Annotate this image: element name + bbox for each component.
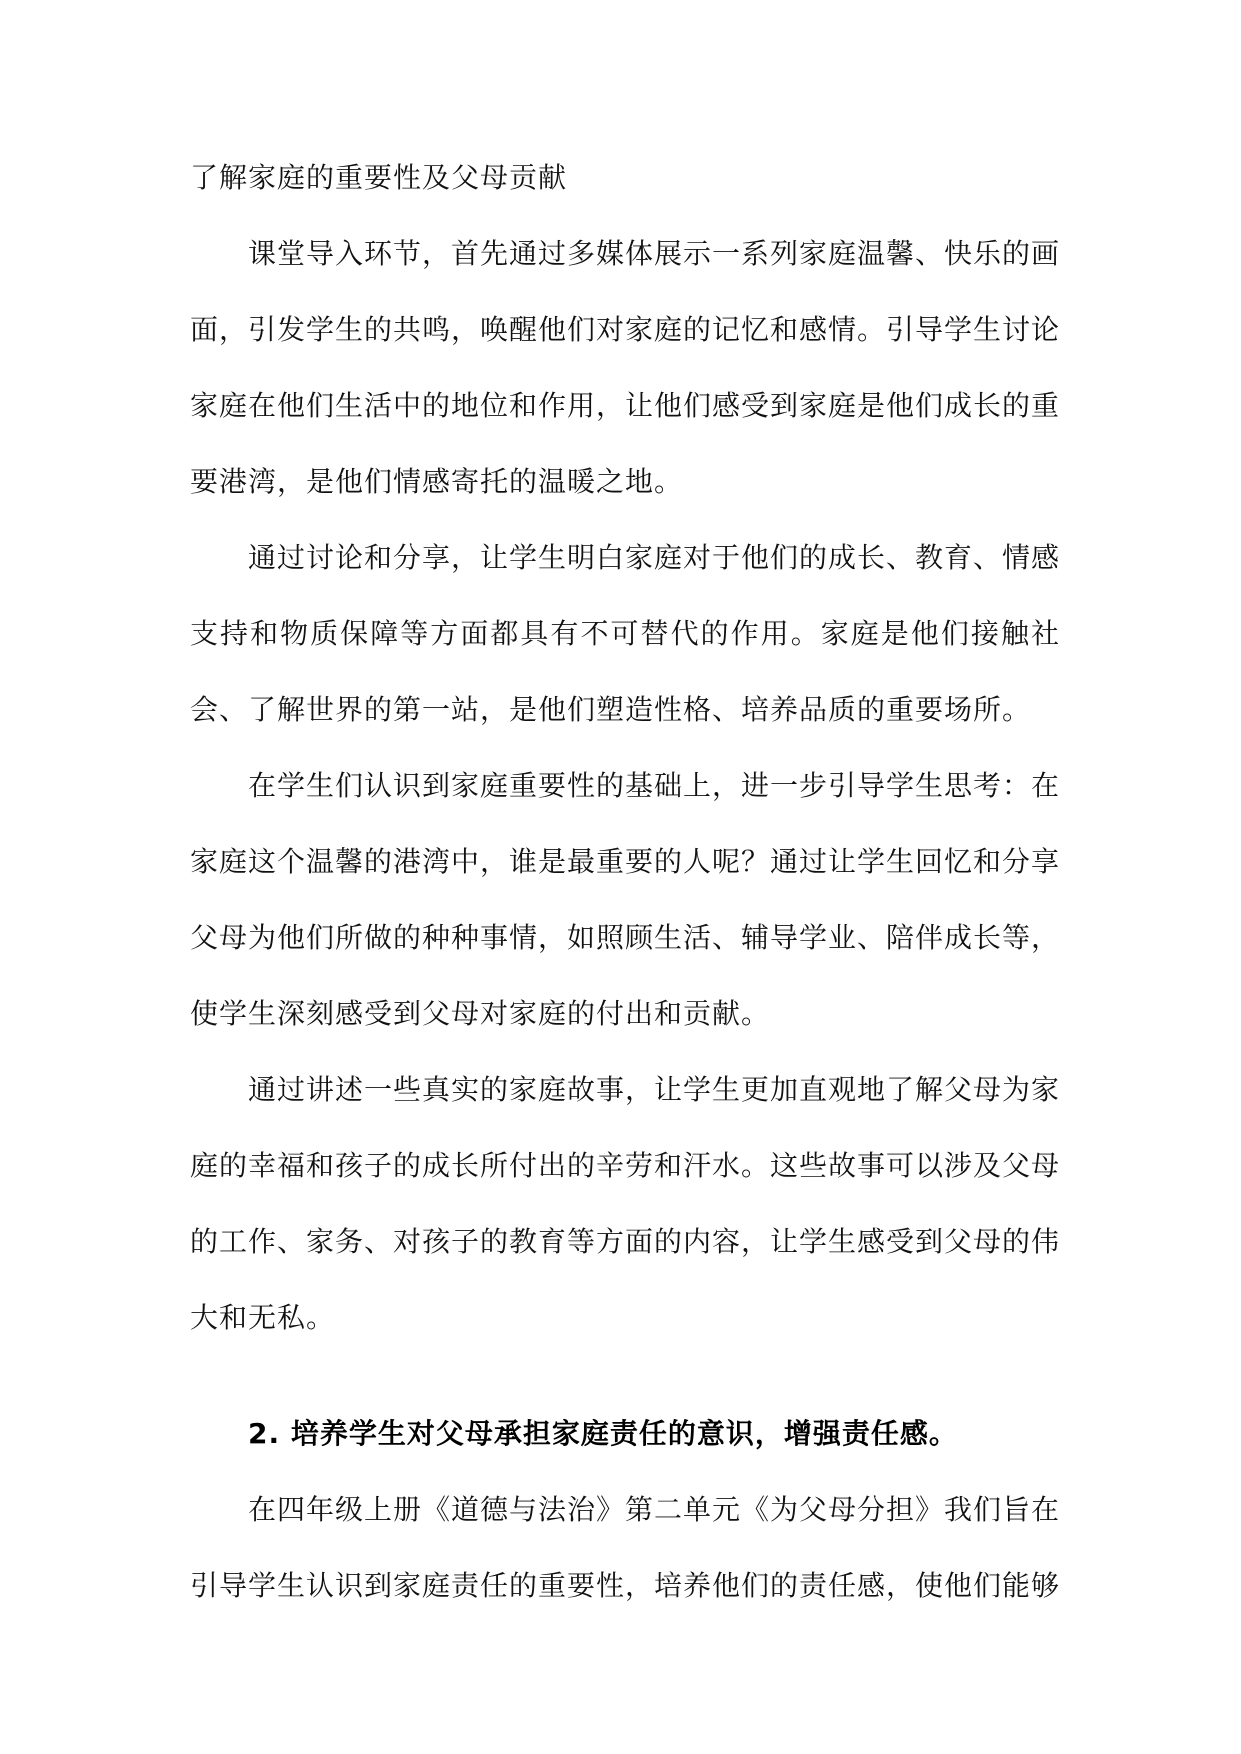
section-heading: 2. 培养学生对父母承担家庭责任的意识，增强责任感。 [248,1417,958,1450]
paragraph-classroom-intro: 课堂导入环节，首先通过多媒体展示一系列家庭温馨、快乐的画面，引发学生的共鸣，唤醒他们对家庭的记忆和感情。引导学生讨论家庭在他们生活中的地位和作用，让他们感受到家庭是他们成长的重要港湾，是他们情感寄托的温暖之地。 [190,237,1061,498]
paragraph-parents-contribution: 在学生们认识到家庭重要性的基础上，进一步引导学生思考：在家庭这个温馨的港湾中，谁是最重要的人呢？通过让学生回忆和分享父母为他们所做的种种事情，如照顾生活、辅导学业、陪伴成长等，使学生深刻感受到父母对家庭的付出和贡献。 [190,769,1061,1030]
paragraph-responsibility: 在四年级上册《道德与法治》第二单元《为父母分担》我们旨在引导学生认识到家庭责任的重要性，培养他们的责任感，使他们能够 [190,1493,1061,1602]
page-body [190,140,1060,1624]
section-tail-line: 了解家庭的重要性及父母贡献 [190,161,568,194]
paragraph-family-stories: 通过讲述一些真实的家庭故事，让学生更加直观地了解父母为家庭的幸福和孩子的成长所付出的辛劳和汗水。这些故事可以涉及父母的工作、家务、对孩子的教育等方面的内容，让学生感受到父母的伟大和无私。 [190,1073,1061,1334]
paragraph-family-role: 通过讨论和分享，让学生明白家庭对于他们的成长、教育、情感支持和物质保障等方面都具有不可替代的作用。家庭是他们接触社会、了解世界的第一站，是他们塑造性格、培养品质的重要场所。 [190,541,1061,726]
